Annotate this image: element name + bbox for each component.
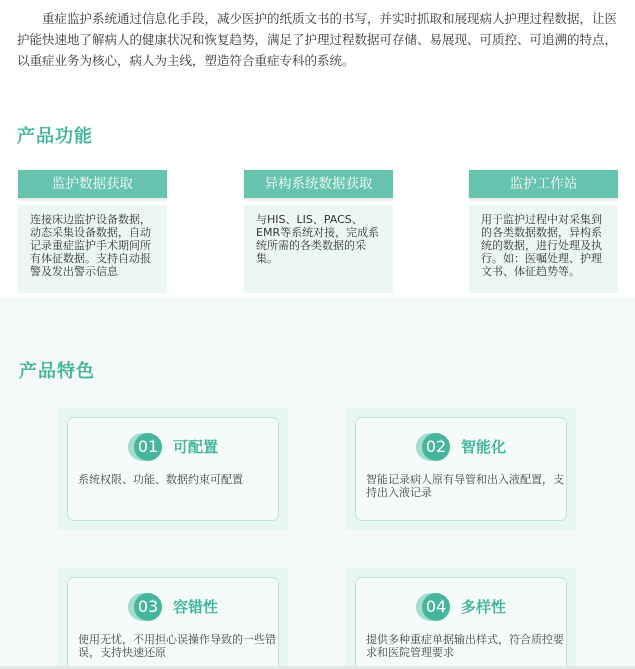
function-card-desc: 用于监护过程中对采集到的各类数据数据，异构系统的数据，进行处理及执行。如：医嘱处理、护理文书、体征趋势等。	[469, 205, 618, 293]
feature-desc: 系统权限、功能、数据约束可配置	[78, 473, 243, 486]
feature-name: 可配置	[173, 438, 219, 456]
feature-desc: 提供多种重症单据输出样式，符合质控要求和医院管理要求	[366, 633, 564, 659]
function-card-desc: 与HIS、LIS、PACS、EMR等系统对接，完成系统所需的各类数据的采集。	[244, 205, 393, 293]
feature-number-badge: 03	[128, 593, 162, 621]
feature-card-configurable	[58, 408, 288, 530]
function-card-heterogeneous-data	[244, 170, 393, 293]
feature-name: 智能化	[461, 438, 507, 456]
feature-card-inner	[355, 577, 567, 669]
function-card-monitor-data	[18, 170, 167, 293]
feature-card-diversity	[346, 568, 576, 669]
feature-card-inner	[355, 417, 567, 521]
intro-text: 重症监护系统通过信息化手段，减少医护的纸质文书的书写，并实时抓取和展现病人护理过程数据，让医护能快速地了解病人的健康状况和恢复趋势，满足了护理过程数据可存储、易展现、可质控、可追溯的特点，以重症业务为核心，病人为主线，塑造符合重症专科的系统。	[17, 11, 618, 68]
intro-paragraph	[17, 8, 617, 71]
function-card-title: 监护工作站	[469, 170, 618, 198]
function-card-title: 异构系统数据获取	[244, 170, 393, 198]
function-card-workstation	[469, 170, 618, 293]
function-card-desc: 连接床边监护设备数据，动态采集设备数据，自动记录重症监护手术期间所有体征数据。支持自动报警及发出警示信息	[18, 205, 167, 293]
feature-number-badge: 04	[416, 593, 450, 621]
function-card-title: 监护数据获取	[18, 170, 167, 198]
feature-desc: 智能记录病人原有导管和出入液配置，支持出入液记录	[366, 473, 564, 499]
feature-card-fault-tolerance	[58, 568, 288, 669]
feature-number-badge: 01	[128, 433, 162, 461]
features-title: 产品特色	[19, 361, 95, 382]
feature-card-inner	[67, 577, 279, 669]
feature-desc: 使用无忧，不用担心误操作导致的一些错误，支持快速还原	[78, 633, 276, 659]
functions-title: 产品功能	[17, 126, 93, 147]
feature-name: 容错性	[173, 598, 219, 616]
feature-card-intelligent	[346, 408, 576, 530]
feature-card-inner	[67, 417, 279, 521]
feature-number-badge: 02	[416, 433, 450, 461]
feature-name: 多样性	[461, 598, 507, 616]
